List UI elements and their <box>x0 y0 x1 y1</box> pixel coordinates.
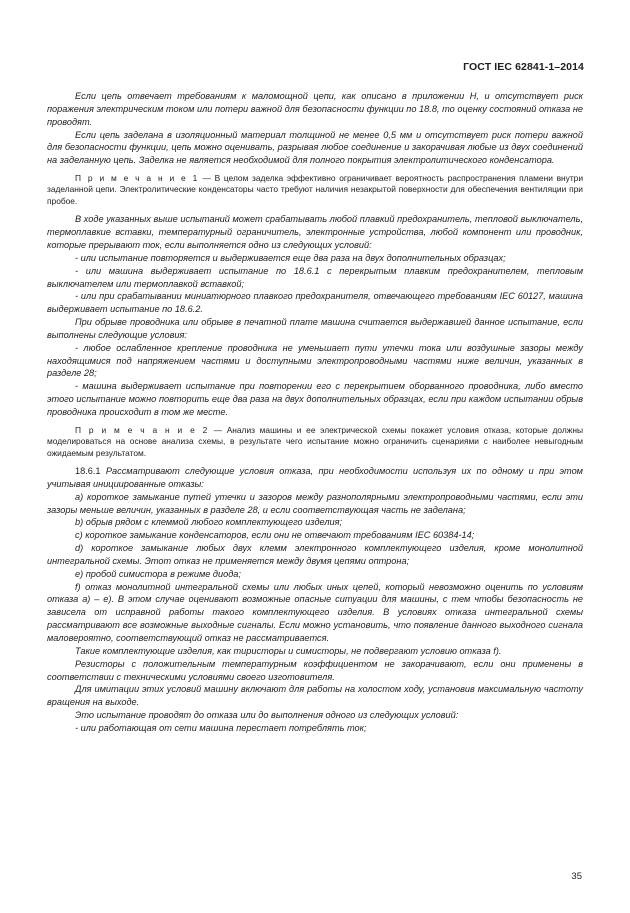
list-item: - или машина выдерживает испытание по 18.6.1 с перекрытым плавким предохранителем, тепловым выключателем или термоплавкой вставкой; <box>47 265 583 289</box>
list-item: - любое ослабленное крепление проводника не уменьшает пути утечки тока или воздушные зазоры между находящимися под напряжением частями и доступными электропроводными частями ниже величин, указанных в разделе 28; <box>47 342 583 379</box>
note-label: П р и м е ч а н и е 2 <box>75 424 209 435</box>
list-item: d) короткое замыкание любых двух клемм электронного комплектующего изделия, кроме монолитной интегральной схемы. Этот отказ не применяется между двумя цепями оптрона; <box>47 543 583 566</box>
list-item: - или работающая от сети машина перестает потреблять ток; <box>75 722 367 733</box>
paragraph: Это испытание проводят до отказа или до выполнения одного из следующих условий: <box>75 710 459 721</box>
note-text: — В целом заделка эффективно ограничивает вероятность распространения пламени внутри заделанной цепи. Электролитические конденсаторы часто требуют наличия незакрытой поверхности для обеспечения вентиляции при пробое. <box>47 173 584 206</box>
paragraph: Такие комплектующие изделия, как тиристоры и симисторы, не подвергают условию отказа f). <box>75 645 502 656</box>
list-item: - или при срабатывании миниатюрного плавкого предохранителя, отвечающего требованиям IEC 60127, машина выдерживает испытание по 18.6.2. <box>47 291 583 315</box>
paragraph: В ходе указанных выше испытаний может срабатывать любой плавкий предохранитель, тепловой выключатель, термоплавкие вставки, температурный ограничитель, электронные устройства, любой компонент или проводник, которые прерывают ток, если выполняется одно из следующих условий: <box>47 214 583 250</box>
paragraph: При обрыве проводника или обрыве в печатной плате машина считается выдержавшей данное испытание, если выполнены следующие условия: <box>47 317 583 340</box>
note-1 <box>47 173 583 207</box>
list-item: c) короткое замыкание конденсаторов, если они не отвечают требованиям IEC 60384-14; <box>75 530 475 541</box>
paragraph: Если цепь заделана в изоляционный материал толщиной не менее 0,5 мм и отсутствует риск потери важной для безопасности функции, цепь можно оценивать, разрывая любое соединение и закорачивая любые из двух соединений на заделанную цепь. Заделка не является необходимой для полного покрытия электролитического конденсатора. <box>47 129 583 166</box>
document-body <box>47 90 583 735</box>
section-number: 18.6.1 <box>75 466 101 476</box>
page-number: 35 <box>571 871 582 882</box>
paragraph: Для имитации этих условий машину включают для работы на холостом ходу, установив максимальную частоту вращения на выходе. <box>47 684 583 708</box>
paragraph: Если цепь отвечает требованиям к маломощной цепи, как описано в приложении Н, и отсутствует риск поражения электрическим током или потери важной для безопасности функции по 18.8, то оценку состояний отказа не проводят. <box>47 91 583 127</box>
paragraph: Резисторы с положительным температурным коэффициентом не закорачивают, если они применены в соответствии с техническими условиями своего изготовителя. <box>47 658 583 682</box>
section-intro: Рассматривают следующие условия отказа, при необходимости используя их по одному и при этом учитывая инициированные отказы: <box>47 466 583 489</box>
note-2 <box>47 425 583 459</box>
list-item: e) пробой симистора в режиме диода; <box>75 568 241 579</box>
list-item: - или испытание повторяется и выдерживается еще два раза на двух дополнительных образцах; <box>75 252 506 263</box>
note-label: П р и м е ч а н и е 1 <box>75 173 199 184</box>
list-item: а) короткое замыкание путей утечки и зазоров между разнополярными электропроводными частями, если эти зазоры меньше величин, указанных в разделе 28, и если соответствующая часть не заделана; <box>47 491 583 515</box>
document-header: ГОСТ IEC 62841-1–2014 <box>463 61 584 73</box>
list-item: f) отказ монолитной интегральной схемы или любых иных цепей, который невозможно оценить по условиям отказа а) – е). В этом случае оценивают возможные опасные ситуации для машины, с тем чтобы безопасность не зависела от исправной работы такого комплектующего изделия. В условиях отказа интегральной схемы рассматривают все возможные выходные сигналы. Если можно установить, что появление данного выходного сигнала маловероятно, соответствующий отказ не рассматривается. <box>47 581 583 643</box>
list-item: - машина выдерживает испытание при повторении его с перекрытием оборванного проводника, либо вместо этого испытание можно повторить еще два раза на двух дополнительных образцах, если при каждом испытании обрыв проводника происходит в том же месте. <box>47 381 583 417</box>
list-item: b) обрыв рядом с клеммой любого комплектующего изделия; <box>75 517 343 528</box>
section-18-6-1 <box>47 465 583 491</box>
note-text: — Анализ машины и ее электрической схемы покажет условия отказа, которые должны моделироваться на основе анализа схемы, в результате чего испытание можно ограничить сценариями с наиболее невыгодным ожидаемым результатом. <box>47 424 584 458</box>
